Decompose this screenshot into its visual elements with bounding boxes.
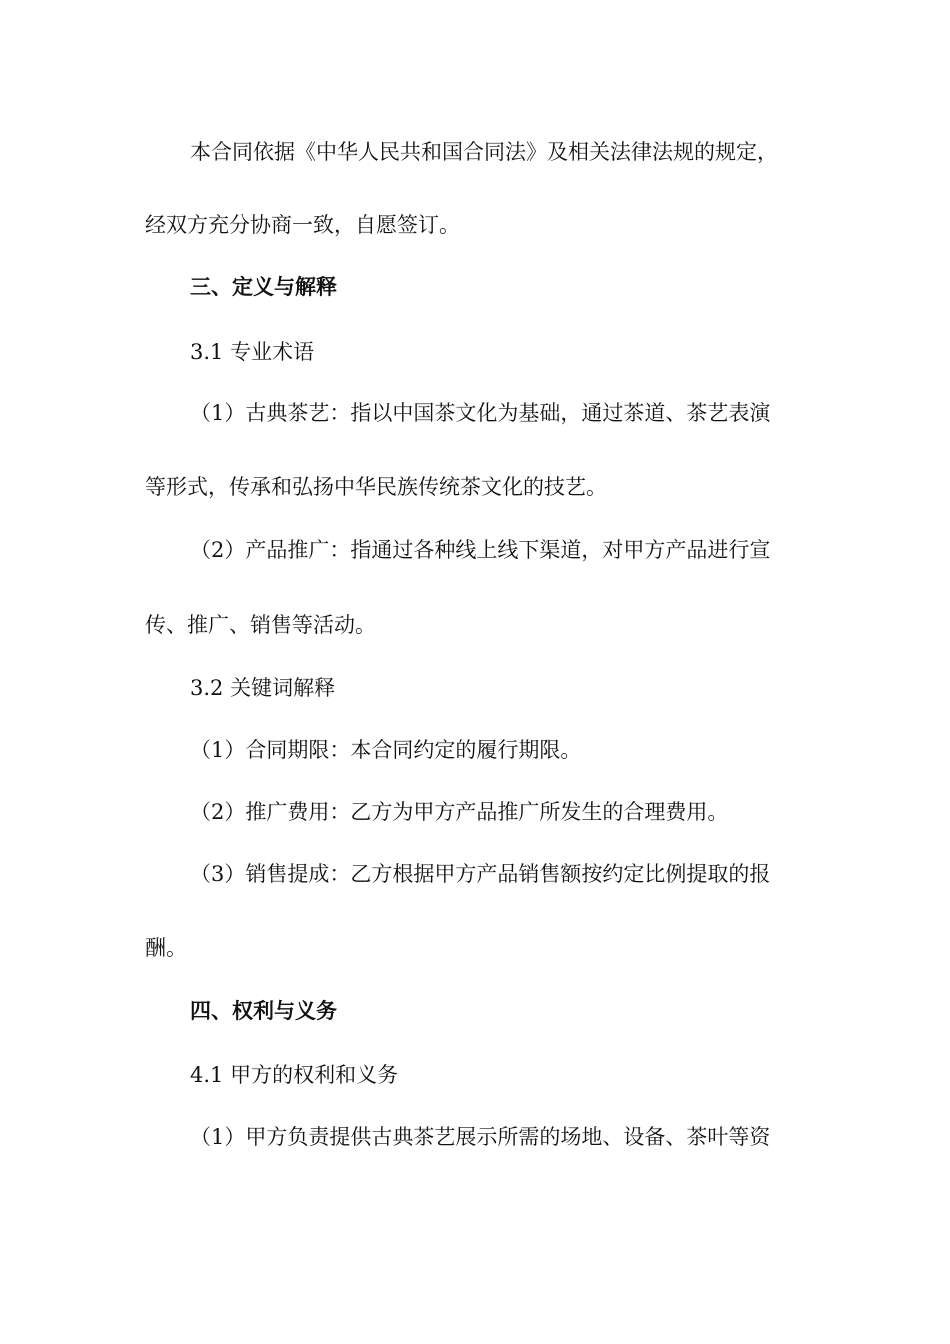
paragraph-line: 酬。 bbox=[145, 936, 187, 960]
paragraph-line: （3）销售提成：乙方根据甲方产品销售额按约定比例提取的报 bbox=[190, 862, 771, 886]
subsection-heading: 3.2 关键词解释 bbox=[190, 676, 336, 700]
subsection-heading: 4.1 甲方的权利和义务 bbox=[190, 1063, 399, 1087]
paragraph-line: 本合同依据《中华人民共和国合同法》及相关法律法规的规定， bbox=[190, 140, 778, 164]
paragraph-line: （2）推广费用：乙方为甲方产品推广所发生的合理费用。 bbox=[190, 800, 729, 824]
paragraph-line: 等形式，传承和弘扬中华民族传统茶文化的技艺。 bbox=[145, 475, 607, 499]
subsection-heading: 3.1 专业术语 bbox=[190, 340, 315, 364]
paragraph-line: （2）产品推广：指通过各种线上线下渠道，对甲方产品进行宣 bbox=[190, 538, 771, 562]
section-heading: 四、权利与义务 bbox=[190, 998, 337, 1023]
section-heading: 三、定义与解释 bbox=[190, 274, 337, 299]
paragraph-line: 传、推广、销售等活动。 bbox=[145, 613, 376, 637]
paragraph-line: （1）合同期限：本合同约定的履行期限。 bbox=[190, 738, 582, 762]
paragraph-line: 经双方充分协商一致，自愿签订。 bbox=[145, 213, 460, 237]
paragraph-line: （1）甲方负责提供古典茶艺展示所需的场地、设备、茶叶等资 bbox=[190, 1125, 771, 1149]
paragraph-line: （1）古典茶艺：指以中国茶文化为基础，通过茶道、茶艺表演 bbox=[190, 401, 771, 425]
